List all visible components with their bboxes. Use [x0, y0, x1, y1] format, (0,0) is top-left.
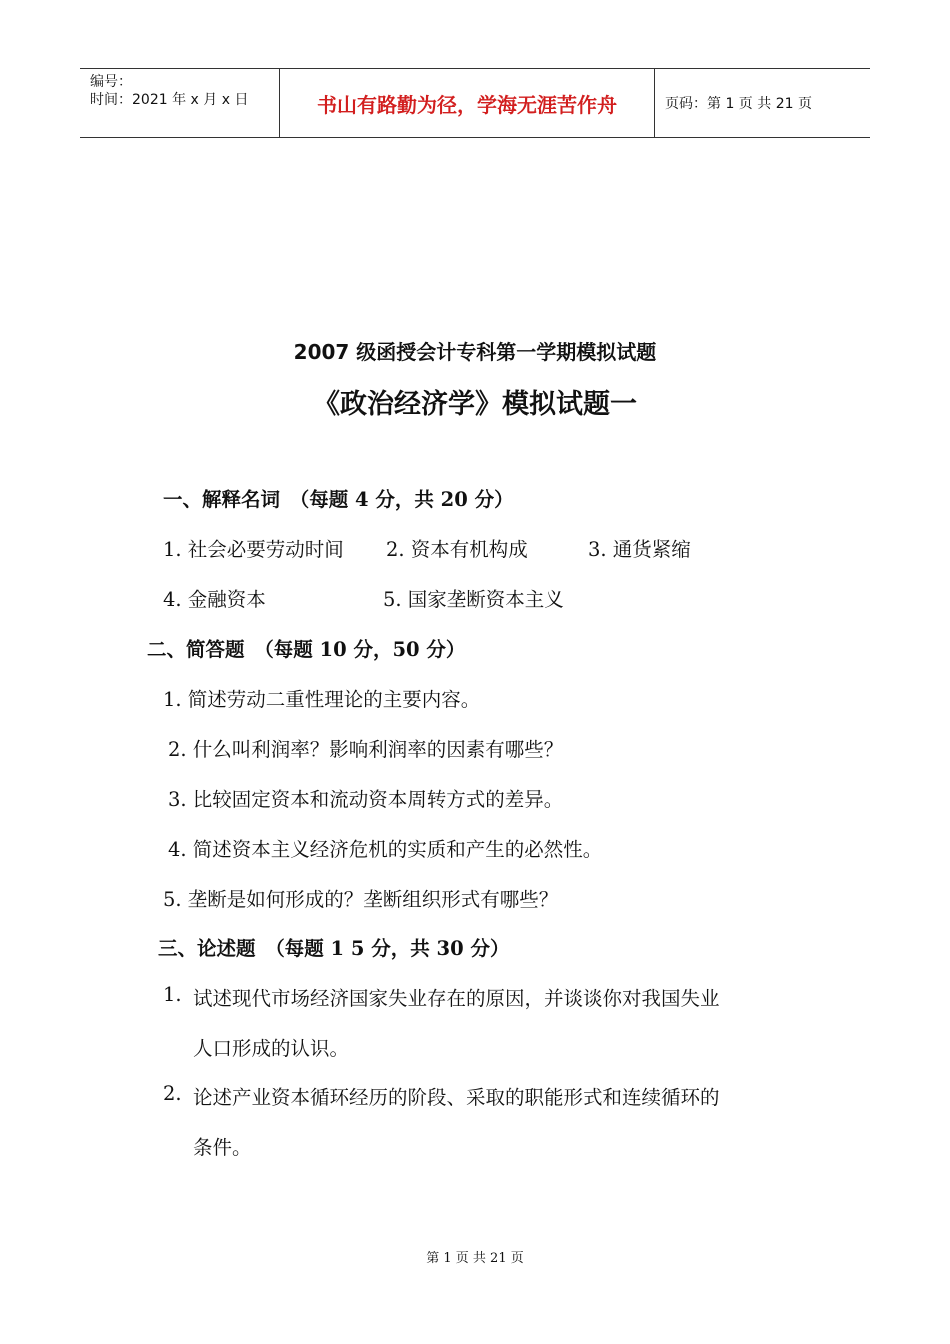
section3-item-1-line2: 人口形成的认识。	[193, 1037, 350, 1060]
section3-item-1-num: 1.	[163, 983, 182, 1006]
number-label: 编号：	[90, 74, 132, 90]
header-left-cell	[80, 69, 280, 137]
section2-heading: 二、简答题 （每题 10 分，50 分）	[147, 638, 466, 661]
motto: 书山有路勤为径，学海无涯苦作舟	[280, 69, 655, 137]
section2-item-5: 5. 垄断是如何形成的？垄断组织形式有哪些？	[163, 888, 559, 911]
section3-item-2-line2: 条件。	[193, 1136, 252, 1159]
section2-item-3: 3. 比较固定资本和流动资本周转方式的差异。	[168, 788, 564, 811]
section3-item-2-num: 2.	[163, 1082, 182, 1105]
exam-title: 2007 级函授会计专科第一学期模拟试题	[293, 340, 657, 364]
section3-item-1-line1: 试述现代市场经济国家失业存在的原因，并谈谈你对我国失业	[193, 987, 720, 1010]
section2-item-1: 1. 简述劳动二重性理论的主要内容。	[163, 688, 481, 711]
section3-heading: 三、论述题 （每题 1 5 分，共 30 分）	[158, 937, 510, 960]
section2-item-2: 2. 什么叫利润率？影响利润率的因素有哪些？	[168, 738, 564, 761]
section3-item-2-line1: 论述产业资本循环经历的阶段、采取的职能形式和连续循环的	[193, 1086, 720, 1109]
section1-item-1: 1. 社会必要劳动时间	[163, 538, 344, 561]
time-label: 时间：2021 年 x 月 x 日	[90, 92, 249, 108]
section1-item-2: 2. 资本有机构成	[386, 538, 528, 561]
section1-item-3: 3. 通货紧缩	[588, 538, 691, 561]
page-footer: 第 1 页 共 21 页	[426, 1251, 524, 1266]
exam-subtitle: 《政治经济学》模拟试题一	[313, 389, 637, 420]
section2-item-4: 4. 简述资本主义经济危机的实质和产生的必然性。	[168, 838, 603, 861]
section1-heading: 一、解释名词 （每题 4 分，共 20 分）	[163, 488, 514, 511]
section1-item-4: 4. 金融资本	[163, 588, 266, 611]
header-table	[80, 68, 870, 138]
section1-item-5: 5. 国家垄断资本主义	[383, 588, 564, 611]
page-info: 页码：第 1 页 共 21 页	[665, 96, 812, 112]
